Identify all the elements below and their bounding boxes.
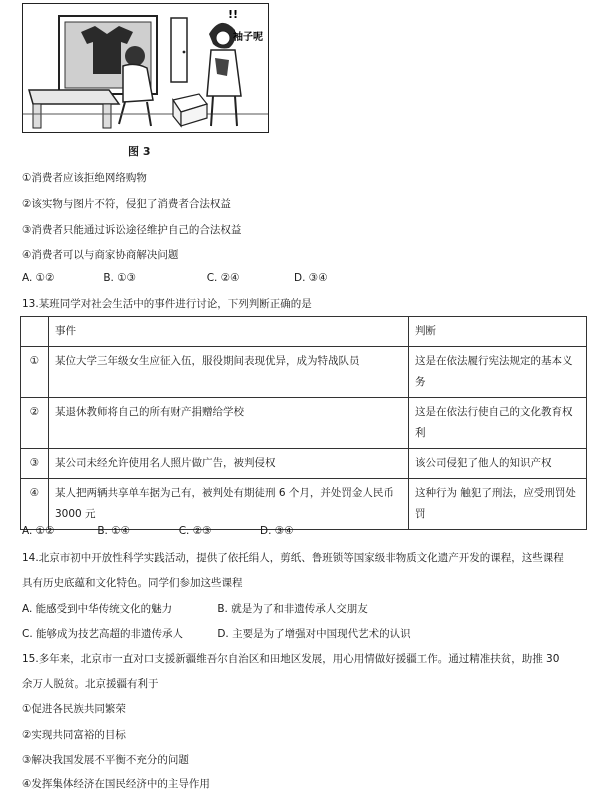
figure-caption: 图 3 [128, 145, 151, 158]
q12-option-4: ④消费者可以与商家协商解决问题 [22, 249, 179, 261]
q13-stem: 13.某班同学对社会生活中的事件进行讨论，下列判断正确的是 [22, 298, 312, 310]
q12-answer-d[interactable]: D. ③④ [294, 272, 328, 284]
q15-option-4: ④发挥集体经济在国民经济中的主导作用 [22, 778, 210, 790]
q13-table [20, 316, 587, 530]
q14-stem-line-1: 14.北京市初中开放性科学实践活动，提供了依托绢人，剪纸、鲁班锁等国家级非物质文化遗产开发的课程，这些课程 [22, 552, 564, 564]
table-row [21, 398, 587, 449]
q12-answer-choices [22, 272, 328, 284]
row-num: ③ [21, 449, 49, 479]
q13-answer-a[interactable]: A. ①② [22, 525, 55, 537]
table-header-judgement: 判断 [409, 317, 587, 347]
speech-text: 袖子呢 [233, 32, 263, 43]
q14-answer-a[interactable]: A. 能感受到中华传统文化的魅力 [22, 603, 173, 615]
q15-stem-line-2: 余万人脱贫。北京援疆有利于 [22, 678, 159, 690]
row-num: ② [21, 398, 49, 449]
table-header-row [21, 317, 587, 347]
row-judgement: 该公司侵犯了他人的知识产权 [409, 449, 587, 479]
cartoon-illustration [23, 4, 269, 133]
q14-stem-line-2: 具有历史底蕴和文化特色。同学们参加这些课程 [22, 577, 243, 589]
q13-answer-d[interactable]: D. ③④ [260, 525, 294, 537]
q12-option-3: ③消费者只能通过诉讼途径维护自己的合法权益 [22, 224, 242, 236]
q13-answer-c[interactable]: C. ②③ [178, 525, 212, 537]
row-event: 某人把两辆共享单车据为己有，被判处有期徒刑 6 个月，并处罚金人民币 3000 元 [49, 479, 409, 530]
q14-answer-b[interactable]: B. 就是为了和非遗传承人交朋友 [217, 603, 368, 615]
q14-answer-c[interactable]: C. 能够成为技艺高超的非遗传承人 [22, 628, 184, 640]
q15-stem-line-1: 15.多年来，北京市一直对口支援新疆维吾尔自治区和田地区发展，用心用情做好援疆工作。通过精准扶贫，助推 30 [22, 653, 560, 665]
q12-option-1: ①消费者应该拒绝网络购物 [22, 172, 147, 184]
q15-option-3: ③解决我国发展不平衡不充分的问题 [22, 754, 189, 766]
table-header-event: 事件 [49, 317, 409, 347]
row-judgement: 这种行为 触犯了刑法，应受刑罚处罚 [409, 479, 587, 530]
table-row [21, 449, 587, 479]
q14-answer-d[interactable]: D. 主要是为了增强对中国现代艺术的认识 [217, 628, 411, 640]
row-event: 某公司未经允许使用名人照片做广告，被判侵权 [49, 449, 409, 479]
row-event: 某退休教师将自己的所有财产捐赠给学校 [49, 398, 409, 449]
table-row [21, 479, 587, 530]
q12-answer-b[interactable]: B. ①③ [103, 272, 137, 284]
exclaim-mark: !! [228, 8, 239, 21]
row-judgement: 这是在依法行使自己的文化教育权利 [409, 398, 587, 449]
q12-answer-c[interactable]: C. ②④ [206, 272, 240, 284]
cartoon-figure [22, 3, 269, 133]
q13-answer-b[interactable]: B. ①④ [97, 525, 131, 537]
q14-answer-row-1 [22, 601, 368, 616]
q15-option-1: ①促进各民族共同繁荣 [22, 703, 126, 715]
q15-option-2: ②实现共同富裕的目标 [22, 729, 126, 741]
table-row [21, 347, 587, 398]
row-judgement: 这是在依法履行宪法规定的基本义务 [409, 347, 587, 398]
row-num: ④ [21, 479, 49, 530]
table-header-num [21, 317, 49, 347]
row-num: ① [21, 347, 49, 398]
q14-answer-row-2 [22, 626, 411, 641]
q12-answer-a[interactable]: A. ①② [22, 272, 55, 284]
q12-option-2: ②该实物与图片不符，侵犯了消费者合法权益 [22, 198, 231, 210]
q13-answer-choices [22, 525, 294, 537]
row-event: 某位大学三年级女生应征入伍，服役期间表现优异，成为特战队员 [49, 347, 409, 398]
